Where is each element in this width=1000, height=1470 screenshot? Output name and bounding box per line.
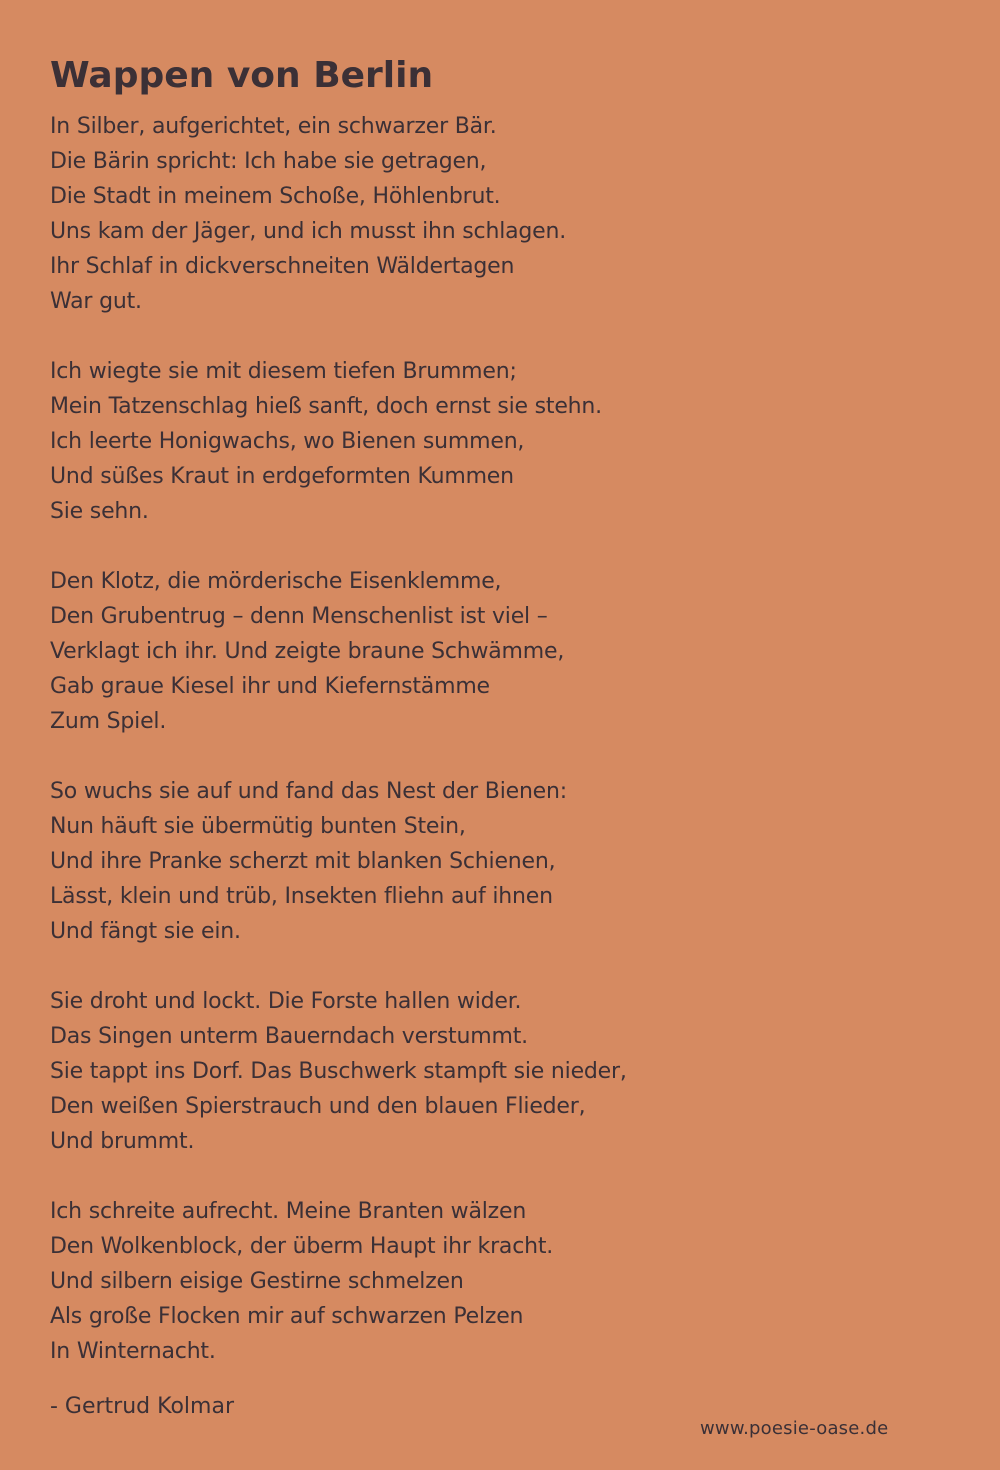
stanza-3 [50,564,950,739]
poem-line: Mein Tatzenschlag hieß sanft, doch ernst sie stehn. [50,394,602,419]
poem-line: Und fängt sie ein. [50,919,241,944]
poem-line: Den Wolkenblock, der überm Haupt ihr kracht. [50,1234,554,1259]
poem-line: Das Singen unterm Bauerndach verstummt. [50,1024,528,1049]
poem-line: Lässt, klein und trüb, Insekten fliehn auf ihnen [50,884,553,909]
poem-line: Zum Spiel. [50,709,167,734]
poem-line: Den Klotz, die mörderische Eisenklemme, [50,569,502,594]
stanza-6 [50,1194,950,1369]
poem-line: Ihr Schlaf in dickverschneiten Wäldertagen [50,254,515,279]
stanza-1 [50,109,950,319]
poem-line: Als große Flocken mir auf schwarzen Pelzen [50,1304,524,1329]
poem-line: Sie sehn. [50,499,149,524]
poem-line: So wuchs sie auf und fand das Nest der Bienen: [50,779,567,804]
poem-line: Ich schreite aufrecht. Meine Branten wälzen [50,1199,527,1224]
poem-line: War gut. [50,289,142,314]
poem-line: Die Stadt in meinem Schoße, Höhlenbrut. [50,184,501,209]
poem-line: Und süßes Kraut in erdgeformten Kummen [50,464,514,489]
stanza-4 [50,774,950,949]
poem-title: Wappen von Berlin [50,55,434,96]
poem-line: Sie droht und lockt. Die Forste hallen wider. [50,989,522,1014]
poem-line: Und brummt. [50,1129,195,1154]
poem-line: Und ihre Pranke scherzt mit blanken Schienen, [50,849,556,874]
poem-line: Und silbern eisige Gestirne schmelzen [50,1269,464,1294]
poem-line: Den Grubentrug – denn Menschenlist ist viel – [50,604,548,629]
poem-line: Nun häuft sie übermütig bunten Stein, [50,814,466,839]
poem-line: Die Bärin spricht: Ich habe sie getragen, [50,149,487,174]
poem-line: Den weißen Spierstrauch und den blauen Flieder, [50,1094,586,1119]
poem-line: In Winternacht. [50,1339,216,1364]
poem-author: - Gertrud Kolmar [50,1394,234,1419]
poem-line: Sie tappt ins Dorf. Das Buschwerk stampft sie nieder, [50,1059,627,1084]
stanza-5 [50,984,950,1159]
poem-body [50,109,950,1404]
website-url: www.poesie-oase.de [700,1418,889,1439]
stanza-2 [50,354,950,529]
poem-line: Gab graue Kiesel ihr und Kiefernstämme [50,674,490,699]
poem-line: Ich leerte Honigwachs, wo Bienen summen, [50,429,525,454]
poem-line: Ich wiegte sie mit diesem tiefen Brummen; [50,359,517,384]
poem-line: Verklagt ich ihr. Und zeigte braune Schwämme, [50,639,565,664]
poem-line: Uns kam der Jäger, und ich musst ihn schlagen. [50,219,567,244]
poem-line: In Silber, aufgerichtet, ein schwarzer Bär. [50,114,497,139]
